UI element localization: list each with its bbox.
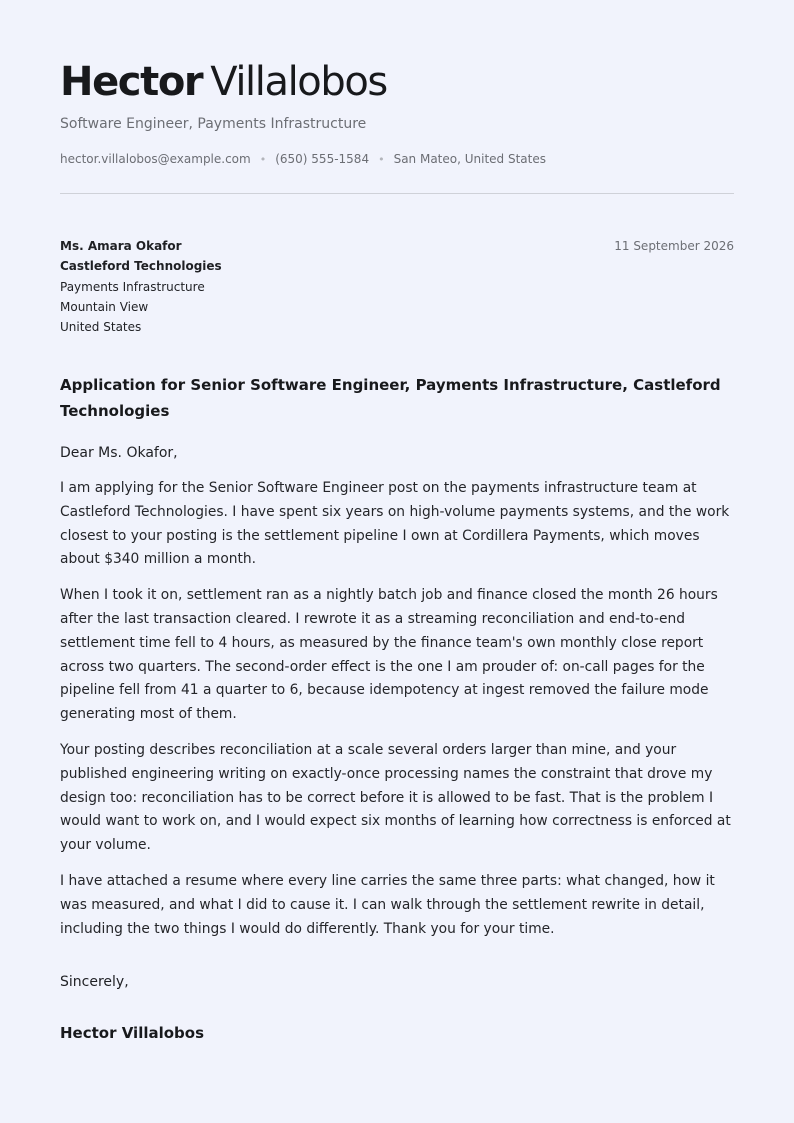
contact-line bbox=[60, 151, 734, 168]
signature-name: Hector Villalobos bbox=[60, 1024, 205, 1043]
sender-first-name: Hector bbox=[60, 59, 203, 105]
letter-date: 11 September 2026 bbox=[614, 239, 734, 253]
recipient-country: United States bbox=[60, 320, 142, 335]
recipient-department: Payments Infrastructure bbox=[60, 279, 205, 294]
recipient-name: Ms. Amara Okafor bbox=[60, 239, 182, 253]
separator-dot: • bbox=[259, 153, 267, 166]
recipient-company: Castleford Technologies bbox=[60, 259, 222, 274]
body-paragraph: I am applying for the Senior Software Engineer post on the payments infrastructure team at Castleford Technologies. I have spent six years on high-volume payments systems, and the work closest to your posting is the settlement pipeline I own at Cordillera Payments, which moves about $340 million a month. bbox=[60, 480, 730, 568]
separator-dot: • bbox=[378, 153, 385, 166]
recipient-city: Mountain View bbox=[60, 299, 149, 314]
body-paragraph: Your posting describes reconciliation at a scale several orders larger than mine, and your published engineering writing on exactly-once processing names the constraint that drove my design too: reconciliation has to be correct before it is allowed to be fast. That is the problem I would want to work on, and I would expect six months of learning how correctness is enforced at your volume. bbox=[60, 741, 731, 854]
sender-phone: (650) 555-1584 bbox=[275, 152, 370, 166]
letter-subject: Application for Senior Software Engineer, Payments Infrastructure, Castleford Technologies bbox=[60, 376, 721, 420]
closing: Sincerely, bbox=[60, 974, 129, 991]
sender-location: San Mateo, United States bbox=[393, 152, 546, 166]
body-paragraph: When I took it on, settlement ran as a nightly batch job and finance closed the month 26 hours after the last transaction cleared. I rewrote it as a streaming reconciliation and end-to-end settlement time fell to 4 hours, as measured by the finance team's own monthly close report across two quarters. The second-order effect is the one I am prouder of: on-call pages for the pipeline fell from 41 a quarter to 6, because idempotency at ingest removed the failure mode generating most of them. bbox=[60, 587, 718, 723]
sender-name bbox=[60, 57, 734, 107]
sender-role: Software Engineer, Payments Infrastructure bbox=[60, 116, 367, 132]
sender-last-name: Villalobos bbox=[210, 59, 387, 105]
letter-meta bbox=[60, 236, 734, 336]
header-divider bbox=[60, 193, 734, 194]
salutation: Dear Ms. Okafor, bbox=[60, 445, 178, 461]
sender-email: hector.villalobos@example.com bbox=[60, 152, 251, 166]
body-paragraph: I have attached a resume where every line carries the same three parts: what changed, how it was measured, and what I did to cause it. I can walk through the settlement rewrite in detail, including the two things I would do differently. Thank you for your time. bbox=[60, 872, 715, 937]
